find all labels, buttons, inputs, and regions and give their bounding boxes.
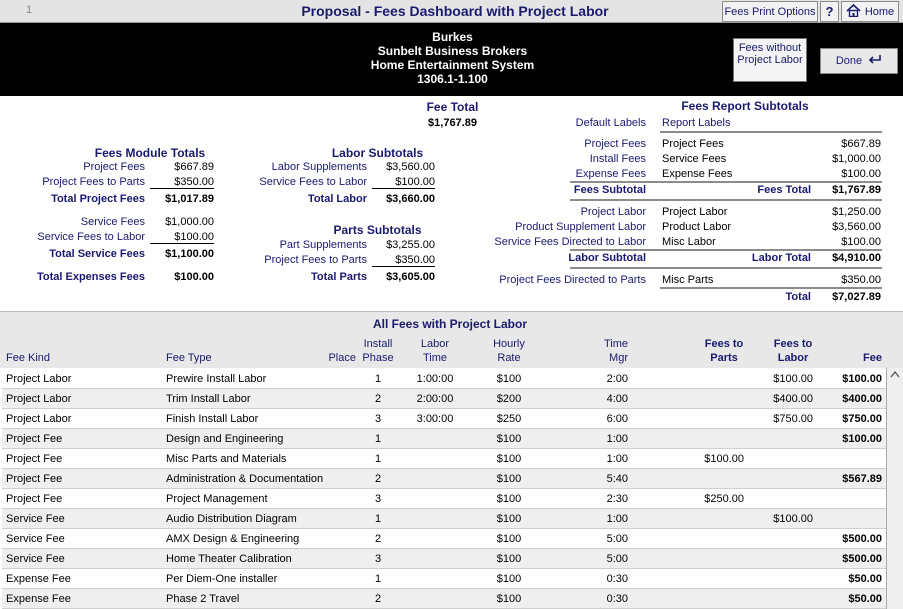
system-name: Home Entertainment System	[370, 58, 535, 72]
cell-install-phase: 2	[374, 593, 382, 605]
cell-install-phase: 1	[374, 453, 382, 465]
cell-fee-type: Prewire Install Labor	[166, 373, 267, 385]
cell-hourly-rate: $100	[496, 373, 522, 385]
cell-fees-to-labor: $100.00	[773, 373, 813, 385]
grand-total-label: Total	[785, 291, 811, 303]
col-fee[interactable]: Fee	[863, 352, 882, 364]
cell-fee-type: Home Theater Calibration	[166, 553, 292, 565]
cell-hourly-rate: $250	[496, 413, 522, 425]
cell-install-phase: 2	[374, 533, 382, 545]
cell-install-phase: 3	[374, 553, 382, 565]
cell-time-mgr: 5:40	[606, 473, 628, 485]
total-service-fees-label: Total Service Fees	[49, 248, 145, 260]
done-button[interactable]	[820, 48, 898, 74]
report-custom-label: Product Labor	[662, 221, 732, 233]
cell-fee-type: Misc Parts and Materials	[166, 453, 287, 465]
cell-fees-to-labor: $100.00	[773, 513, 813, 525]
cell-install-phase: 2	[374, 473, 382, 485]
cell-fee-type: Trim Install Labor	[166, 393, 251, 405]
cell-time-mgr: 5:00	[606, 533, 628, 545]
table-row[interactable]	[2, 549, 886, 569]
col-labor-time-line1: Labor	[420, 338, 450, 350]
cell-fee-type: Project Management	[166, 493, 268, 505]
col-hourly-rate-line2: Rate	[497, 352, 521, 364]
col-fees-to-labor-line1: Fees to	[773, 338, 813, 350]
module-totals-title: Fees Module Totals	[94, 146, 206, 160]
scroll-up-icon[interactable]	[890, 369, 900, 381]
company-name: Sunbelt Business Brokers	[377, 44, 528, 58]
project-fees-to-parts-label: Project Fees to Parts	[42, 176, 145, 188]
table-row[interactable]	[2, 489, 886, 509]
labor-subtotal-label: Labor Subtotal	[568, 252, 646, 264]
labor-supplements-value: $3,560.00	[386, 161, 435, 173]
help-button[interactable]: ?	[820, 1, 839, 22]
col-fees-to-labor[interactable]	[758, 337, 828, 365]
fees-total-report-value: $1,767.89	[832, 184, 881, 196]
col-fees-to-parts-line1: Fees to	[704, 338, 744, 350]
total-project-fees-label: Total Project Fees	[51, 193, 145, 205]
table-row[interactable]	[2, 409, 886, 429]
cell-hourly-rate: $100	[496, 573, 522, 585]
report-labels-heading: Report Labels	[662, 117, 731, 129]
home-button[interactable]	[841, 1, 899, 22]
project-fees-to-parts-value: $350.00	[150, 176, 214, 189]
cell-fee-type: Audio Distribution Diagram	[166, 513, 297, 525]
cell-time-mgr: 0:30	[606, 593, 628, 605]
table-title: All Fees with Project Labor	[372, 317, 528, 331]
total-expenses-label: Total Expenses Fees	[36, 271, 145, 283]
cell-install-phase: 1	[374, 433, 382, 445]
col-labor-time[interactable]	[405, 337, 465, 365]
labor-divider	[570, 249, 882, 251]
cell-time-mgr: 4:00	[606, 393, 628, 405]
report-value: $1,250.00	[832, 206, 881, 218]
cell-fee-kind: Project Fee	[6, 473, 63, 485]
fee-total-value: $1,767.89	[428, 117, 477, 129]
cell-fee-type: Design and Engineering	[166, 433, 284, 445]
fees-divider	[570, 181, 882, 183]
labor-supplements-label: Labor Supplements	[271, 161, 367, 173]
parts-subtotals-title: Parts Subtotals	[333, 223, 422, 237]
report-labels-divider	[660, 131, 882, 133]
table-row[interactable]	[2, 589, 886, 609]
cell-fee-kind: Project Fee	[6, 493, 63, 505]
report-custom-label: Misc Labor	[662, 236, 716, 248]
cell-hourly-rate: $100	[496, 493, 522, 505]
table-row[interactable]	[2, 569, 886, 589]
service-to-labor-label: Service Fees to Labor	[259, 176, 367, 188]
cell-fee: $500.00	[842, 553, 882, 565]
cell-fee-type: Administration & Documentation	[166, 473, 324, 485]
project-to-parts-label: Project Fees to Parts	[264, 254, 367, 266]
parts-divider	[660, 287, 882, 289]
col-time-mgr-line1: Time	[603, 338, 628, 350]
table-row[interactable]	[2, 509, 886, 529]
report-value: $350.00	[841, 274, 881, 286]
cell-fee: $567.89	[842, 473, 882, 485]
project-fees-label: Project Fees	[83, 161, 145, 173]
part-supplements-label: Part Supplements	[279, 239, 367, 251]
col-time-mgr[interactable]	[568, 337, 628, 365]
col-fee-type[interactable]: Fee Type	[166, 352, 212, 364]
report-subtotals-title: Fees Report Subtotals	[681, 99, 809, 113]
cell-fees-to-labor: $750.00	[773, 413, 813, 425]
table-row[interactable]	[2, 469, 886, 489]
table-row[interactable]	[2, 449, 886, 469]
report-custom-label: Project Labor	[662, 206, 728, 218]
report-value: $1,000.00	[832, 153, 881, 165]
cell-time-mgr: 5:00	[606, 553, 628, 565]
labor-total-divider	[570, 267, 882, 269]
fees-total-report-label: Fees Total	[757, 184, 811, 196]
fees-subtotal-label: Fees Subtotal	[573, 184, 646, 196]
cell-install-phase: 1	[374, 513, 382, 525]
table-row[interactable]	[2, 389, 886, 409]
report-default-label: Service Fees Directed to Labor	[494, 236, 646, 248]
home-button-label: Home	[864, 5, 895, 18]
cell-fee-type: Finish Install Labor	[166, 413, 259, 425]
client-name: Burkes	[432, 30, 473, 44]
cell-fee-kind: Expense Fee	[6, 593, 71, 605]
cell-fee-kind: Service Fee	[6, 513, 65, 525]
cell-time-mgr: 1:00	[606, 453, 628, 465]
return-arrow-icon	[868, 54, 882, 68]
total-parts-label: Total Parts	[310, 271, 367, 283]
cell-time-mgr: 2:00	[606, 373, 628, 385]
col-labor-time-line2: Time	[422, 352, 448, 364]
service-fees-value: $1,000.00	[165, 216, 214, 228]
report-value: $667.89	[841, 138, 881, 150]
report-custom-label: Project Fees	[662, 138, 724, 150]
service-fees-label: Service Fees	[80, 216, 145, 228]
cell-fee-type: Per Diem-One installer	[166, 573, 278, 585]
home-icon	[846, 4, 861, 20]
cell-fees-to-parts: $100.00	[704, 453, 744, 465]
report-custom-label: Expense Fees	[662, 168, 733, 180]
cell-fee-kind: Project Labor	[6, 373, 72, 385]
cell-fee-kind: Expense Fee	[6, 573, 71, 585]
report-default-label: Expense Fees	[575, 168, 646, 180]
col-place[interactable]: Place	[328, 352, 356, 364]
report-custom-label: Misc Parts	[662, 274, 714, 286]
cell-fee-kind: Project Labor	[6, 413, 72, 425]
cell-fee-kind: Project Labor	[6, 393, 72, 405]
service-fees-to-labor-value: $100.00	[150, 231, 214, 244]
report-default-label: Project Fees Directed to Parts	[499, 274, 646, 286]
service-to-labor-value: $100.00	[372, 176, 435, 189]
report-value: $3,560.00	[832, 221, 881, 233]
project-fees-value: $667.89	[174, 161, 214, 173]
cell-labor-time: 3:00:00	[416, 413, 454, 425]
col-hourly-rate[interactable]	[479, 337, 539, 365]
cell-hourly-rate: $100	[496, 593, 522, 605]
cell-fee-kind: Project Fee	[6, 433, 63, 445]
proposal-header	[0, 23, 903, 96]
cell-install-phase: 3	[374, 493, 382, 505]
col-install-phase[interactable]	[356, 337, 400, 365]
report-value: $100.00	[841, 168, 881, 180]
cell-labor-time: 2:00:00	[416, 393, 454, 405]
table-row[interactable]	[2, 529, 886, 549]
cell-hourly-rate: $200	[496, 393, 522, 405]
cell-fees-to-parts: $250.00	[704, 493, 744, 505]
cell-fees-to-labor: $400.00	[773, 393, 813, 405]
cell-hourly-rate: $100	[496, 513, 522, 525]
cell-fee: $100.00	[842, 433, 882, 445]
cell-fee-type: Phase 2 Travel	[166, 593, 240, 605]
page-title: Proposal - Fees Dashboard with Project Labor	[301, 3, 609, 19]
done-button-label: Done	[835, 55, 863, 67]
cell-fee: $50.00	[848, 593, 882, 605]
col-hourly-rate-line1: Hourly	[493, 338, 525, 350]
report-default-label: Install Fees	[589, 153, 646, 165]
cell-time-mgr: 2:30	[606, 493, 628, 505]
cell-fee: $500.00	[842, 533, 882, 545]
cell-fee: $50.00	[848, 573, 882, 585]
record-number: 1	[25, 4, 33, 16]
total-parts-value: $3,605.00	[386, 271, 435, 283]
col-fee-kind[interactable]: Fee Kind	[6, 352, 51, 364]
cell-time-mgr: 6:00	[606, 413, 628, 425]
cell-labor-time: 1:00:00	[416, 373, 454, 385]
col-install-phase-line2: Phase	[362, 352, 394, 364]
proposal-number: 1306.1-1.100	[417, 72, 488, 86]
report-default-label: Project Labor	[580, 206, 646, 218]
total-labor-label: Total Labor	[307, 193, 367, 205]
cell-fee-kind: Project Fee	[6, 453, 63, 465]
col-install-phase-line1: Install	[363, 338, 393, 350]
col-time-mgr-line2: Mgr	[609, 352, 628, 364]
col-fees-to-labor-line2: Labor	[777, 352, 809, 364]
report-value: $100.00	[841, 236, 881, 248]
grand-total-value: $7,027.89	[832, 291, 881, 303]
cell-time-mgr: 1:00	[606, 433, 628, 445]
cell-fee: $100.00	[842, 373, 882, 385]
col-fees-to-parts-line2: Parts	[710, 352, 738, 364]
fees-print-options-button[interactable]: Fees Print Options	[722, 1, 818, 22]
labor-total-value: $4,910.00	[832, 252, 881, 264]
report-custom-label: Service Fees	[662, 153, 727, 165]
report-default-label: Project Fees	[584, 138, 646, 150]
cell-install-phase: 1	[374, 573, 382, 585]
fee-total-label: Fee Total	[426, 100, 479, 114]
cell-fee-kind: Service Fee	[6, 553, 65, 565]
project-to-parts-value: $350.00	[372, 254, 435, 267]
cell-hourly-rate: $100	[496, 433, 522, 445]
labor-total-label: Labor Total	[751, 252, 811, 264]
table-row[interactable]	[2, 429, 886, 449]
fees-without-project-labor-button[interactable]: Fees without Project Labor	[733, 38, 807, 82]
cell-fee-kind: Service Fee	[6, 533, 65, 545]
table-scrollbar[interactable]	[886, 368, 903, 609]
cell-hourly-rate: $100	[496, 553, 522, 565]
cell-fee: $750.00	[842, 413, 882, 425]
cell-time-mgr: 1:00	[606, 513, 628, 525]
cell-install-phase: 2	[374, 393, 382, 405]
cell-fee: $400.00	[842, 393, 882, 405]
default-labels-heading: Default Labels	[575, 117, 646, 129]
labor-subtotals-title: Labor Subtotals	[331, 146, 424, 160]
service-fees-to-labor-label: Service Fees to Labor	[37, 231, 145, 243]
cell-hourly-rate: $100	[496, 533, 522, 545]
cell-hourly-rate: $100	[496, 473, 522, 485]
total-service-fees-value: $1,100.00	[165, 248, 214, 260]
cell-time-mgr: 0:30	[606, 573, 628, 585]
cell-install-phase: 1	[374, 373, 382, 385]
title-bar	[0, 0, 903, 23]
report-default-label: Product Supplement Labor	[515, 221, 646, 233]
table-row[interactable]	[2, 369, 886, 389]
total-labor-value: $3,660.00	[386, 193, 435, 205]
cell-install-phase: 3	[374, 413, 382, 425]
fees-total-divider	[570, 199, 882, 201]
col-fees-to-parts[interactable]	[689, 337, 759, 365]
part-supplements-value: $3,255.00	[386, 239, 435, 251]
total-project-fees-value: $1,017.89	[165, 193, 214, 205]
cell-hourly-rate: $100	[496, 453, 522, 465]
total-expenses-value: $100.00	[174, 271, 214, 283]
cell-fee-type: AMX Design & Engineering	[166, 533, 300, 545]
